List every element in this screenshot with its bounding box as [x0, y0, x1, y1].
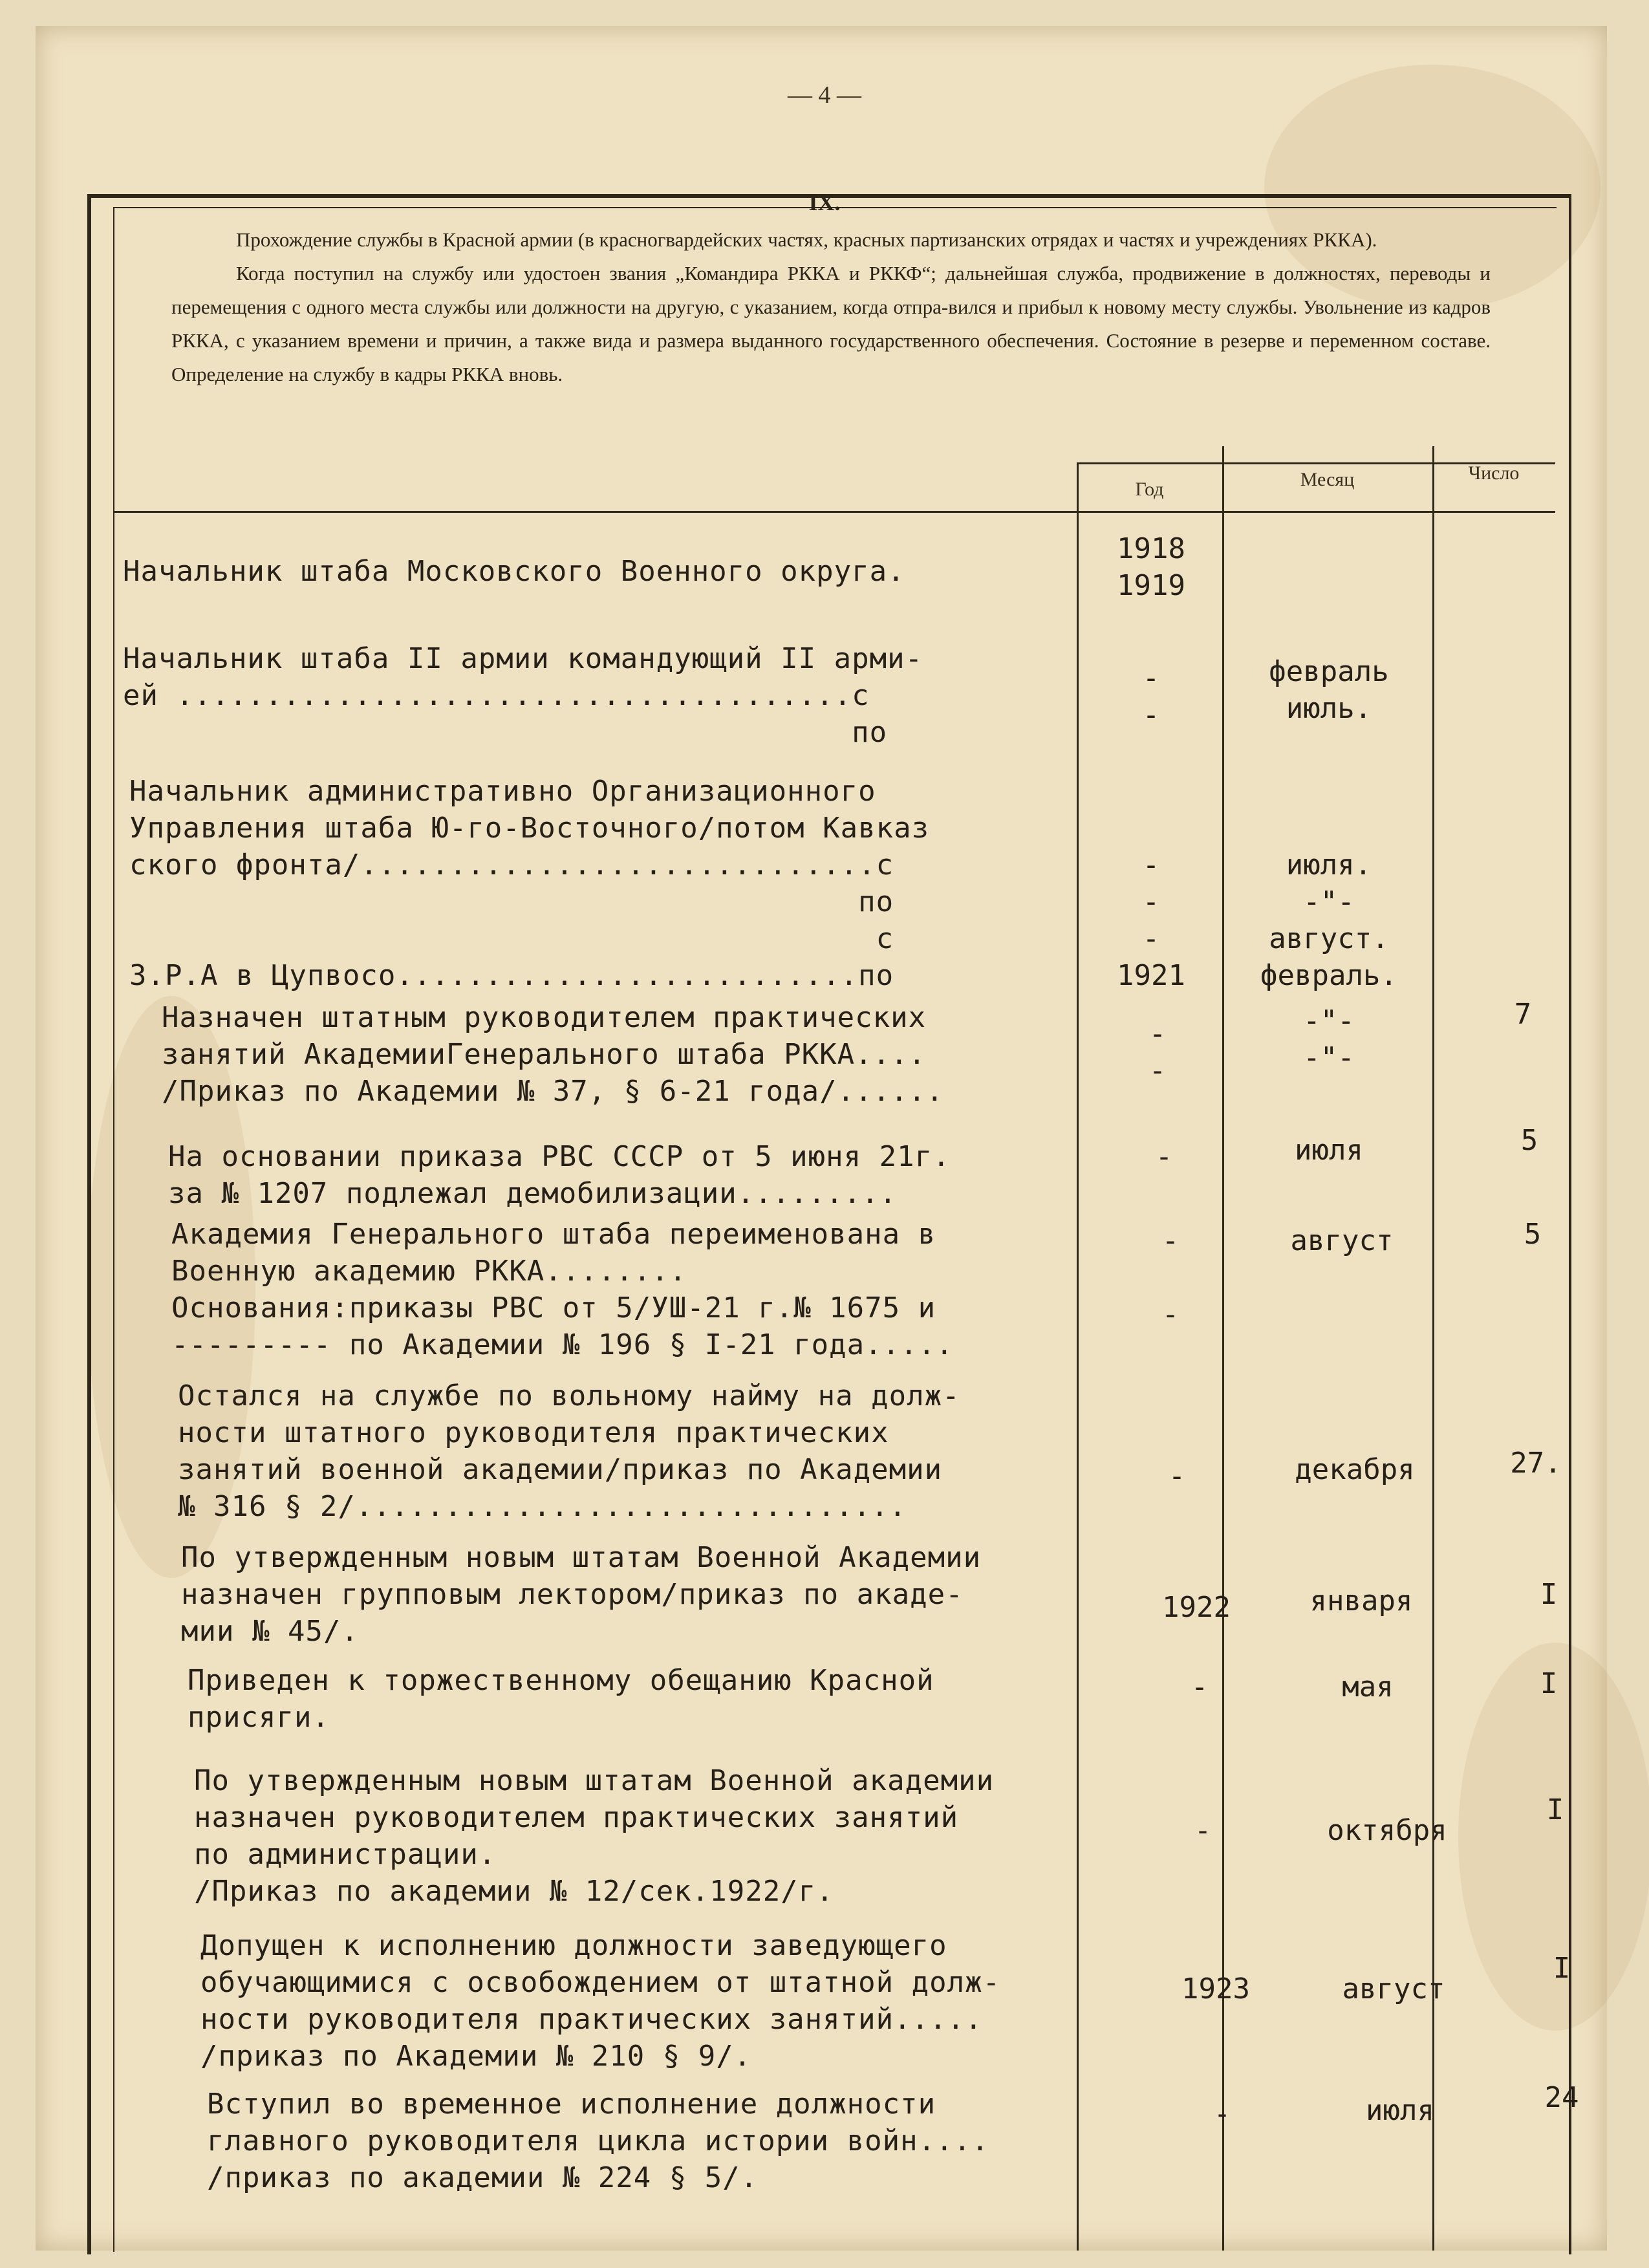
- entry-month: -"- -"-: [1303, 1004, 1355, 1074]
- entry-year: - -: [1142, 662, 1160, 731]
- entry-month: июля: [1366, 2094, 1434, 2127]
- entry-month: мая: [1342, 1670, 1394, 1703]
- entry-day: 5: [1520, 1124, 1538, 1157]
- page-number: — 4 —: [788, 81, 861, 109]
- entry-description: Остался на службе по вольному найму на долж- ности штатного руководителя практических занятий военной академии/приказ по Академии № 316 § 2/...............................: [178, 1379, 960, 1523]
- entry-description: По утвержденным новым штатам Военной академии назначен руководителем практических занятий по администрации. /Приказ по академии № 12/сек.1922/г.: [194, 1764, 995, 1908]
- entry-description: По утвержденным новым штатам Военной Академии назначен групповым лектором/приказ по акаде- мии № 45/.: [181, 1541, 982, 1648]
- entry-month: август: [1342, 1972, 1445, 2005]
- entry-day: I: [1546, 1793, 1564, 1826]
- entry-day: 27.: [1510, 1447, 1562, 1480]
- entry-month: февраль июль.: [1269, 655, 1389, 725]
- entry-description: Вступил во временное исполнение должности главного руководителя цикла истории войн.... /приказ по академии № 224 § 5/.: [207, 2088, 989, 2194]
- entry-year: - -: [1161, 1224, 1180, 1331]
- section-number: IX.: [808, 189, 841, 215]
- entry-day: 5: [1524, 1218, 1542, 1251]
- entry-description: Допущен к исполнению должности заведующего обучающимися с освобождением от штатной долж- ности руководителя практических занятий..... /приказ по Академии № 210 § 9/.: [200, 1929, 1001, 2073]
- entry-year: 1923: [1181, 1972, 1250, 2005]
- entry-description: Начальник штаба Московского Военного округа.: [123, 555, 905, 588]
- entry-year: -: [1213, 2097, 1231, 2130]
- entry-year: 1918 1919: [1117, 532, 1185, 602]
- entry-day: 24: [1544, 2081, 1579, 2114]
- entry-month: декабря: [1295, 1453, 1415, 1486]
- entry-year: - -: [1148, 1017, 1167, 1087]
- entry-day: I: [1553, 1952, 1571, 1985]
- entry-description: Начальник штаба II армии командующий II арми- ей ......................................с по: [123, 642, 923, 749]
- entry-description: На основании приказа РВС СССР от 5 июня 21г. за № 1207 подлежал демобилизации.........: [168, 1140, 951, 1210]
- entry-month: июля. -"- август. февраль.: [1260, 848, 1397, 992]
- entry-day: 7: [1514, 998, 1532, 1031]
- entry-month: января: [1310, 1584, 1413, 1617]
- entry-day: I: [1540, 1667, 1558, 1700]
- column-header-month: Месяц: [1300, 469, 1355, 490]
- entry-year: -: [1168, 1460, 1186, 1493]
- column-header-year: Год: [1135, 479, 1164, 500]
- entry-description: Приведен к торжественному обещанию Красной присяги.: [188, 1664, 934, 1734]
- entry-year: 1922: [1162, 1591, 1231, 1624]
- entry-day: I: [1540, 1578, 1558, 1611]
- intro-paragraph-2: Когда поступил на службу или удостоен звания „Командира РККА и РККФ“; дальнейшая служба, продвижение в должностях, переводы и перемещения с одного места службы или должности на другую, с указанием, когда отпра-вился и прибыл к новому месту службы. Увольнение из кадров РККА, с указанием времени и причин, а также вида и размера выданного государственного обеспечения. Состояние в резерве и переменном составе. Определение на службу в кадры РККА вновь.: [171, 262, 1491, 385]
- entry-year: -: [1191, 1670, 1209, 1703]
- entry-description: Начальник административно Организационного Управления штаба Ю-го-Восточного/потом Кавказ ского фронта/.............................с по с З.Р.А в Цупвосо..........................по: [129, 775, 930, 992]
- entry-year: -: [1155, 1140, 1173, 1173]
- entry-description: Академия Генерального штаба переименована в Военную академию РККА........ Основания:приказы РВС от 5/УШ-21 г.№ 1675 и --------- по Академии № 196 § I-21 года.....: [171, 1218, 954, 1361]
- entry-month: октября: [1327, 1814, 1447, 1847]
- entry-month: июля: [1295, 1134, 1363, 1167]
- entry-description: Назначен штатным руководителем практических занятий АкадемииГенерального штаба РККА.... /Приказ по Академии № 37, § 6-21 года/......: [162, 1001, 944, 1108]
- entry-month: август: [1290, 1224, 1394, 1257]
- intro-paragraph-1: Прохождение службы в Красной армии (в красногвардейских частях, красных партизанских отрядах и частях и учреждениях РККА).: [236, 228, 1377, 251]
- entry-year: -: [1194, 1814, 1212, 1847]
- column-header-day: Число: [1468, 462, 1520, 484]
- entry-year: - - - 1921: [1117, 848, 1185, 992]
